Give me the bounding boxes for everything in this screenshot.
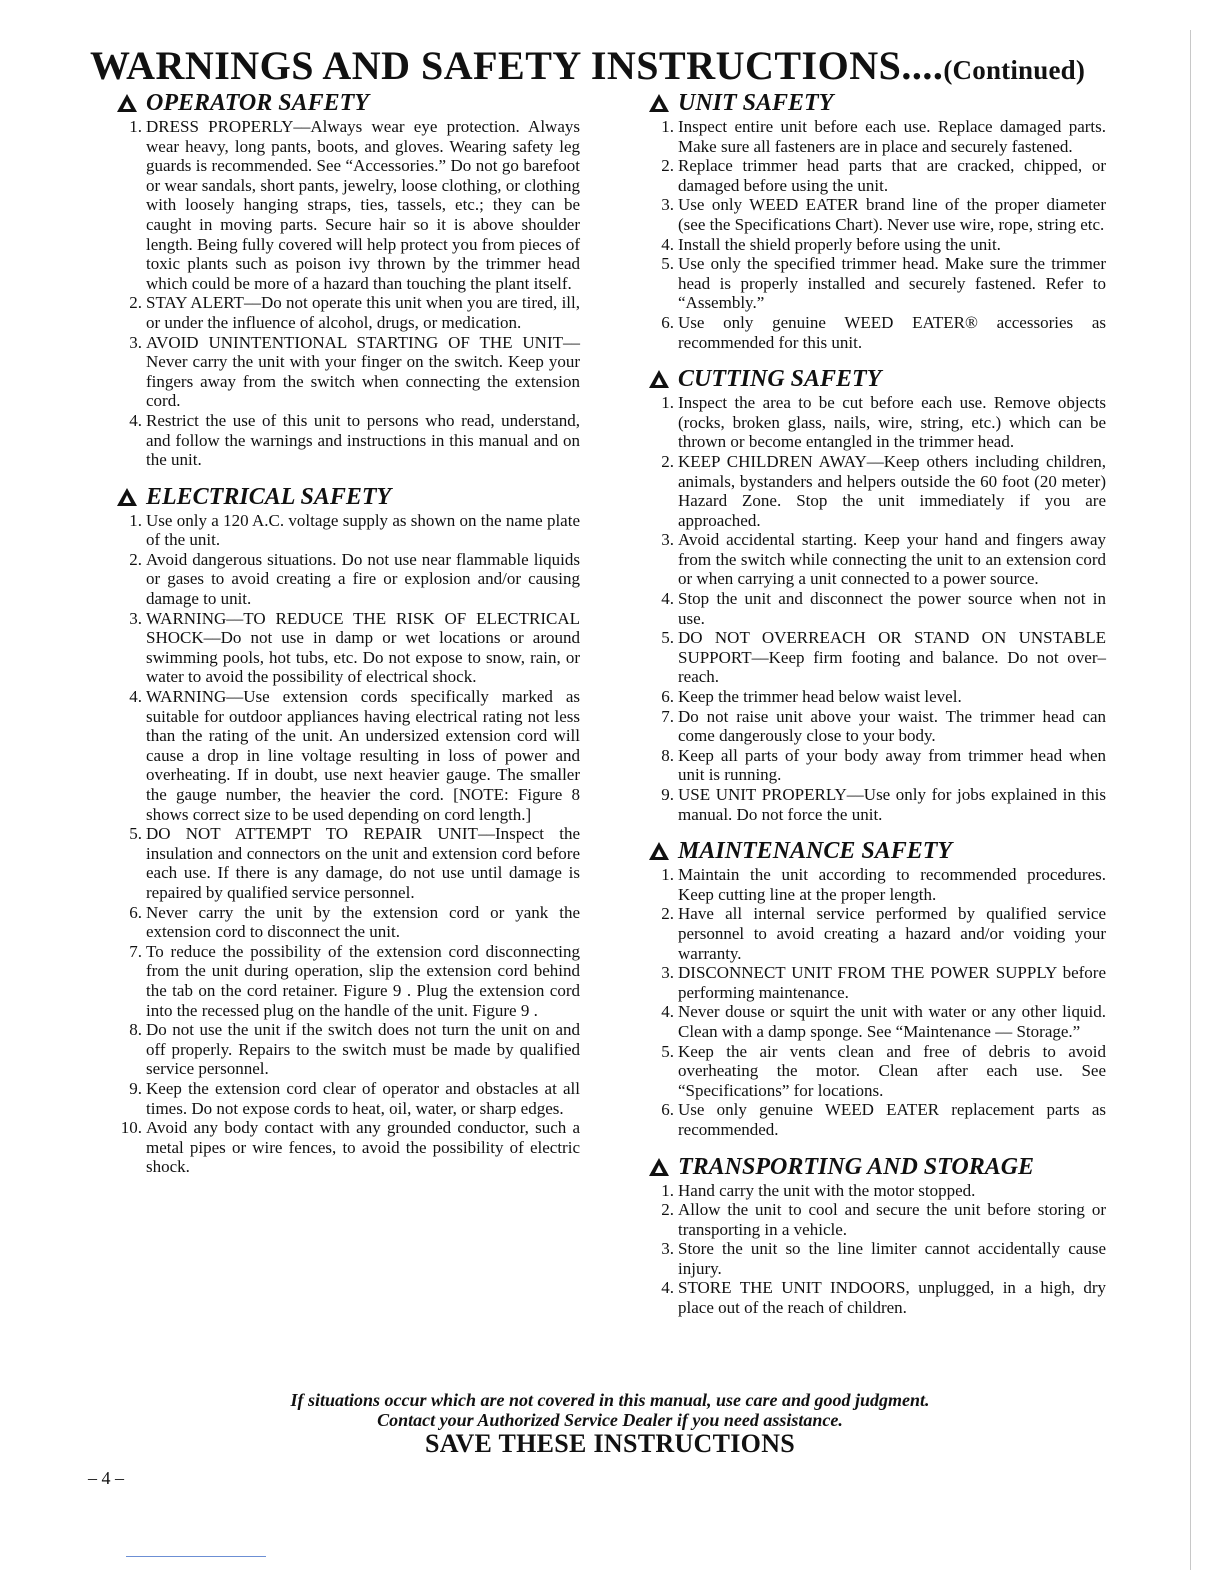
footer-note-line-2: Contact your Authorized Service Dealer if you need assistance. <box>377 1410 843 1430</box>
item-number: 3. <box>661 1239 674 1259</box>
list-item <box>644 1002 1106 1041</box>
item-number: 6. <box>661 1100 674 1120</box>
item-number: 5. <box>661 254 674 274</box>
item-number: 7. <box>661 706 674 726</box>
list-item <box>112 511 580 550</box>
page-title <box>90 40 1190 96</box>
list-item <box>112 550 580 609</box>
warning-triangle-icon <box>648 369 670 389</box>
list-item <box>644 904 1106 963</box>
item-number: 2. <box>661 904 674 924</box>
list-item <box>644 235 1106 255</box>
section-transporting-storage <box>644 1154 1106 1318</box>
item-text: Inspect the area to be cut before each use. Remove objects (rocks, broken glass, nails, wire, string, etc.) which can be thrown or become entangled in the trimmer head. <box>678 393 1106 452</box>
item-number: 2. <box>129 549 142 569</box>
item-number: 6. <box>661 687 674 707</box>
section-list <box>644 117 1106 352</box>
list-item <box>644 156 1106 195</box>
item-number: 2. <box>661 451 674 471</box>
section-operator-safety <box>112 90 580 470</box>
item-number: 10. <box>120 1118 142 1138</box>
item-number: 3. <box>661 530 674 550</box>
item-text: Avoid accidental starting. Keep your hand and fingers away from the switch while connecting the unit to an extension cord or when carrying a unit connected to a power source. <box>678 530 1106 589</box>
item-text: Keep the extension cord clear of operator and obstacles at all times. Do not expose cords to heat, oil, water, or sharp edges. <box>146 1078 580 1118</box>
list-item <box>112 1118 580 1177</box>
section-cutting-safety <box>644 366 1106 824</box>
list-item <box>644 117 1106 156</box>
item-number: 4. <box>129 687 142 707</box>
list-item <box>112 903 580 942</box>
item-text: Stop the unit and disconnect the power source when not in use. <box>678 589 1106 628</box>
item-text: Replace trimmer head parts that are cracked, chipped, or damaged before using the unit. <box>678 156 1106 195</box>
list-item <box>112 687 580 824</box>
list-item <box>644 707 1106 746</box>
list-item <box>644 452 1106 530</box>
item-number: 1. <box>661 117 674 136</box>
warning-triangle-icon <box>648 93 670 113</box>
list-item <box>644 1200 1106 1239</box>
list-item <box>112 942 580 1020</box>
list-item <box>112 333 580 411</box>
item-text: Restrict the use of this unit to persons who read, understand, and follow the warnings and instructions in this manual and on the unit. <box>146 410 580 470</box>
item-text: Avoid any body contact with any grounded conductor, such a metal pipes or wire fences, to avoid the possibility of electric shock. <box>146 1118 580 1177</box>
list-item <box>644 313 1106 352</box>
item-number: 9. <box>129 1078 142 1098</box>
item-number: 4. <box>661 589 674 609</box>
list-item <box>112 1079 580 1118</box>
page-title-main: WARNINGS AND SAFETY INSTRUCTIONS.... <box>90 43 944 88</box>
scan-edge-line <box>1190 30 1191 1570</box>
item-text: Store the unit so the line limiter cannot accidentally cause injury. <box>678 1239 1106 1278</box>
list-item <box>112 411 580 470</box>
item-text: KEEP CHILDREN AWAY––Keep others including children, animals, bystanders and helpers outside the 60 foot (20 meter) Hazard Zone. Stop the unit immediately if you are approached. <box>678 451 1106 530</box>
save-instructions-heading: SAVE THESE INSTRUCTIONS <box>424 1429 796 1458</box>
item-number: 1. <box>661 1180 674 1200</box>
list-item <box>644 530 1106 589</box>
section-title: ELECTRICAL SAFETY <box>146 483 392 510</box>
item-number: 3. <box>129 332 142 352</box>
item-number: 4. <box>661 1002 674 1022</box>
section-title: UNIT SAFETY <box>678 90 834 116</box>
item-text: DISCONNECT UNIT FROM THE POWER SUPPLY before performing maintenance. <box>678 963 1106 1002</box>
item-text: Never douse or squirt the unit with water or any other liquid. Clean with a damp sponge. See “Maintenance –– Storage.” <box>678 1002 1106 1041</box>
list-item <box>644 1100 1106 1139</box>
section-list <box>644 1181 1106 1318</box>
item-text: Keep all parts of your body away from trimmer head when unit is running. <box>678 745 1106 785</box>
item-number: 1. <box>129 510 142 530</box>
section-heading <box>116 90 580 116</box>
item-number: 4. <box>661 1278 674 1298</box>
list-item <box>112 1020 580 1079</box>
list-item <box>112 824 580 902</box>
list-item <box>644 687 1106 707</box>
list-item <box>644 1042 1106 1101</box>
item-text: Use only WEED EATER brand line of the proper diameter (see the Specifications Chart). Never use wire, rope, string etc. <box>678 195 1106 234</box>
section-heading <box>648 90 1106 116</box>
footer-note <box>110 1390 1110 1430</box>
item-number: 3. <box>661 963 674 983</box>
item-number: 3. <box>661 195 674 215</box>
item-number: 1. <box>129 117 142 136</box>
item-number: 4. <box>661 234 674 254</box>
item-text: Keep the air vents clean and free of debris to avoid overheating the motor. Clean after each use. See “Specifications” for locations. <box>678 1041 1106 1100</box>
scan-artifact-line <box>126 1556 266 1557</box>
item-text: Have all internal service performed by qualified service personnel to avoid creating a hazard and/or voiding your warranty. <box>678 904 1106 963</box>
item-text: USE UNIT PROPERLY––Use only for jobs explained in this manual. Do not force the unit. <box>678 785 1106 824</box>
list-item <box>112 609 580 687</box>
item-text: Use only genuine WEED EATER replacement parts as recommended. <box>678 1100 1106 1139</box>
list-item <box>644 254 1106 313</box>
item-text: WARNING––TO REDUCE THE RISK OF ELECTRICAL SHOCK––Do not use in damp or wet locations or around swimming pools, hot tubs, etc. Do not expose to snow, rain, or water to avoid the possibility of electrical shock. <box>146 608 580 687</box>
warning-triangle-icon <box>648 1157 670 1177</box>
item-number: 5. <box>129 824 142 844</box>
list-item <box>644 785 1106 824</box>
item-text: Use only a 120 A.C. voltage supply as shown on the name plate of the unit. <box>146 510 580 550</box>
item-text: To reduce the possibility of the extension cord disconnecting from the unit during operation, slip the extension cord behind the tab on the cord retainer. Figure 9 . Plug the extension cord into the recessed plug on the handle of the unit. Figure 9 . <box>146 941 580 1020</box>
section-heading <box>648 838 1106 864</box>
list-item <box>644 195 1106 234</box>
section-list <box>112 511 580 1177</box>
section-list <box>644 393 1106 824</box>
list-item <box>644 628 1106 687</box>
warning-triangle-icon <box>116 487 138 507</box>
list-item <box>644 393 1106 452</box>
item-number: 4. <box>129 410 142 430</box>
list-item <box>112 293 580 332</box>
item-number: 9. <box>661 785 674 804</box>
item-number: 3. <box>129 608 142 628</box>
right-column <box>644 90 1106 1324</box>
item-text: STORE THE UNIT INDOORS, unplugged, in a high, dry place out of the reach of children. <box>678 1278 1106 1318</box>
item-text: Hand carry the unit with the motor stopped. <box>678 1180 976 1200</box>
list-item <box>644 865 1106 904</box>
item-number: 8. <box>661 745 674 765</box>
page-number: – 4 – <box>88 1468 124 1488</box>
section-title: MAINTENANCE SAFETY <box>678 838 953 865</box>
warning-triangle-icon <box>116 93 138 113</box>
warning-triangle-icon <box>648 841 670 861</box>
item-text: Do not use the unit if the switch does not turn the unit on and off properly. Repairs to the switch must be made by qualified service personnel. <box>146 1020 580 1079</box>
list-item <box>644 589 1106 628</box>
item-text: WARNING––Use extension cords specifically marked as suitable for outdoor appliances having electrical rating not less than the rating of the unit. An undersized extension cord will cause a drop in line voltage resulting in loss of power and overheating. If in doubt, use next heavier gauge. The smaller the gauge number, the heavier the cord. [NOTE: Figure 8 shows correct size to be used depending on cord length.] <box>146 687 580 824</box>
page-title-continued: (Continued) <box>943 55 1086 85</box>
section-title: TRANSPORTING AND STORAGE <box>678 1153 1035 1180</box>
item-number: 2. <box>661 1200 674 1220</box>
item-text: AVOID UNINTENTIONAL STARTING OF THE UNIT––Never carry the unit with your finger on the switch. Keep your fingers away from the switch when connecting the extension cord. <box>146 332 580 411</box>
left-column <box>112 90 580 1183</box>
section-title: CUTTING SAFETY <box>678 366 882 393</box>
list-item <box>112 117 580 293</box>
item-text: STAY ALERT––Do not operate this unit when you are tired, ill, or under the influence of alcohol, drugs, or medication. <box>146 293 580 332</box>
list-item <box>644 1278 1106 1317</box>
section-unit-safety <box>644 90 1106 352</box>
list-item <box>644 963 1106 1002</box>
list-item <box>644 1239 1106 1278</box>
item-number: 2. <box>661 156 674 176</box>
item-text: Install the shield properly before using the unit. <box>678 234 1001 254</box>
item-text: Allow the unit to cool and secure the unit before storing or transporting in a vehicle. <box>678 1200 1106 1239</box>
item-number: 5. <box>661 1041 674 1061</box>
section-maintenance-safety <box>644 838 1106 1139</box>
item-number: 1. <box>661 865 674 885</box>
item-text: Never carry the unit by the extension cord or yank the extension cord to disconnect the unit. <box>146 902 580 942</box>
item-text: DRESS PROPERLY––Always wear eye protection. Always wear heavy, long pants, boots, and gloves. Wearing safety leg guards is recommended. See “Accessories.” Do not go barefoot or wear sandals, short pants, jewelry, loose clothing, or clothing with loosely hanging straps, ties, tassels, etc.; they can be caught in moving parts. Secure hair so it is above shoulder length. Being fully covered will help protect you from pieces of toxic plants such as poison ivy thrown by the trimmer head which could be more of a hazard than touching the plant itself. <box>146 117 580 293</box>
section-list <box>112 117 580 470</box>
item-text: Use only genuine WEED EATER® accessories as recommended for this unit. <box>678 312 1106 352</box>
item-number: 2. <box>129 293 142 313</box>
section-title: OPERATOR SAFETY <box>146 90 369 116</box>
section-list <box>644 865 1106 1139</box>
section-heading <box>648 366 1106 392</box>
section-electrical-safety <box>112 484 580 1177</box>
item-text: DO NOT OVERREACH OR STAND ON UNSTABLE SUPPORT––Keep firm footing and balance. Do not over–reach. <box>678 628 1106 687</box>
item-number: 6. <box>129 902 142 922</box>
section-heading <box>116 484 580 510</box>
section-heading <box>648 1154 1106 1180</box>
list-item <box>644 746 1106 785</box>
item-text: Maintain the unit according to recommended procedures. Keep cutting line at the proper length. <box>678 865 1106 904</box>
item-text: Avoid dangerous situations. Do not use near flammable liquids or gases to avoid creating a fire or explosion and/or causing damage to unit. <box>146 549 580 609</box>
footer-note-line-1: If situations occur which are not covered in this manual, use care and good judgment. <box>290 1390 930 1410</box>
item-text: Inspect entire unit before each use. Replace damaged parts. Make sure all fasteners are in place and securely fastened. <box>678 117 1106 156</box>
item-number: 6. <box>661 312 674 332</box>
list-item <box>644 1181 1106 1201</box>
item-number: 1. <box>661 393 674 413</box>
item-text: DO NOT ATTEMPT TO REPAIR UNIT––Inspect the insulation and connectors on the unit and extension cord before each use. If there is any damage, do not use until damage is repaired by qualified service personnel. <box>146 824 580 902</box>
item-text: Use only the specified trimmer head. Make sure the trimmer head is properly installed and securely fastened. Refer to “Assembly.” <box>678 254 1106 313</box>
item-text: Do not raise unit above your waist. The trimmer head can come dangerously close to your body. <box>678 706 1106 746</box>
item-text: Keep the trimmer head below waist level. <box>678 687 962 707</box>
item-number: 8. <box>129 1020 142 1040</box>
item-number: 5. <box>661 628 674 648</box>
item-number: 7. <box>129 941 142 961</box>
